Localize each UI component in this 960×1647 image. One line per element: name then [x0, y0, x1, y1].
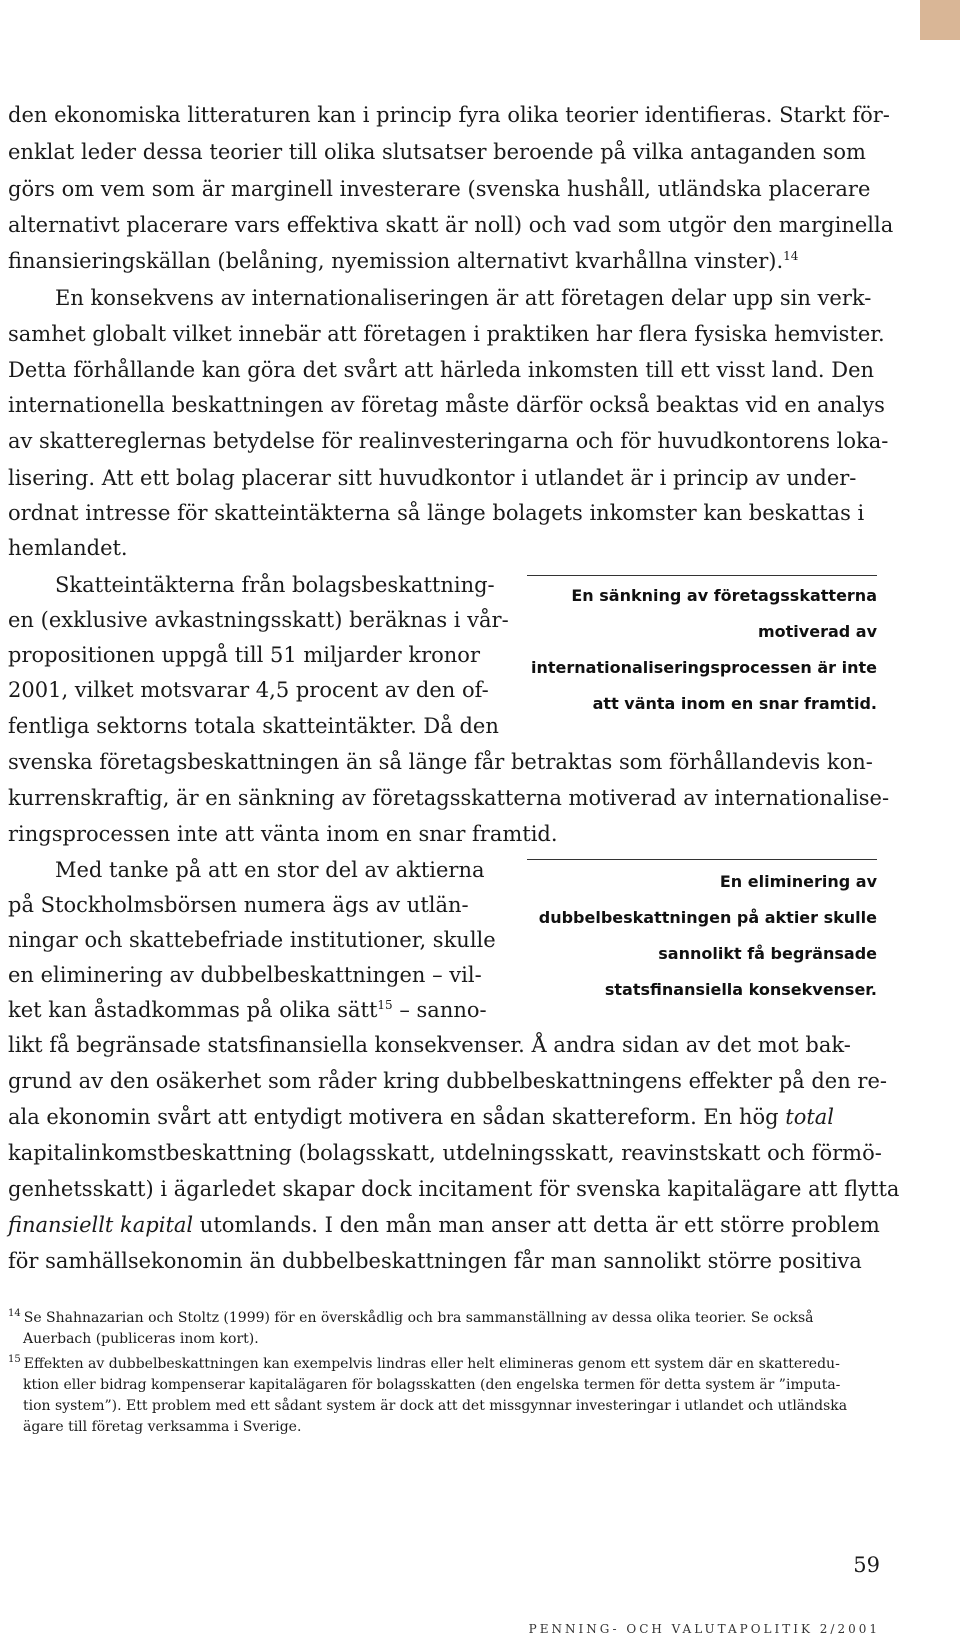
pull-quote-line: internationaliseringsprocessen är inte: [530, 658, 877, 677]
text-line: lisering. Att ett bolag placerar sitt huvudkontor i utlandet är i princip av under-: [8, 466, 857, 490]
page-number: 59: [853, 1553, 880, 1577]
text-line: [8, 992, 487, 1029]
text-segment: ket kan åstadkommas på olika sätt: [8, 998, 378, 1022]
text-line: internationella beskattningen av företag måste därför också beaktas vid en analys: [8, 393, 885, 417]
italic-term: finansiellt kapital: [8, 1213, 194, 1237]
footnote-line: Auerbach (publiceras inom kort).: [23, 1331, 259, 1347]
text-line: alternativt placerare vars effektiva skatt är noll) och vad som utgör den marginella: [8, 213, 894, 237]
running-footer: PENNING- OCH VALUTAPOLITIK 2/2001: [528, 1622, 880, 1636]
text-line: ordnat intresse för skatteintäkterna så länge bolagets inkomster kan beskattas i: [8, 501, 865, 525]
footnote-line: [8, 1308, 883, 1329]
footnote-line: [8, 1354, 883, 1375]
text-line: Detta förhållande kan göra det svårt att härleda inkomsten till ett visst land. Den: [8, 358, 875, 382]
footnote-ref-14[interactable]: 14: [783, 249, 799, 263]
text-line: av skattereglernas betydelse för realinvesteringarna och för huvudkontorens loka-: [8, 429, 889, 453]
pull-quote-line: att vänta inom en snar framtid.: [592, 694, 877, 713]
footnote-number: 14: [8, 1308, 21, 1320]
footnote-line: ktion eller bidrag kompenserar kapitalägaren för bolagsskatten (den engelska termen för detta system är ”imputa-: [23, 1377, 841, 1393]
text-segment: ala ekonomin svårt att entydigt motivera en sådan skattereform. En hög: [8, 1105, 786, 1129]
text-line: propositionen uppgå till 51 miljarder kronor: [8, 643, 480, 667]
text-line: [8, 1099, 834, 1136]
text-line: för samhällsekonomin än dubbelbeskattningen får man sannolikt större positiva: [8, 1249, 862, 1273]
text-line: grund av den osäkerhet som råder kring dubbelbeskattningens effekter på den re-: [8, 1069, 887, 1093]
footnote-text: Effekten av dubbelbeskattningen kan exempelvis lindras eller helt elimineras genom ett system där en skatteredu-: [23, 1356, 840, 1372]
text-line: fentliga sektorns totala skatteintäkter. Då den: [8, 714, 499, 738]
footnote-14: [8, 1308, 883, 1350]
pull-quote-2: [527, 859, 877, 1010]
footnote-15: [8, 1354, 883, 1438]
text-segment: utomlands. I den mån man anser att detta är ett större problem: [193, 1213, 880, 1237]
text-line: samhet globalt vilket innebär att företagen i praktiken har flera fysiska hemvister.: [8, 322, 885, 346]
text-segment: finansieringskällan (belåning, nyemission alternativt kvarhållna vinster).: [8, 249, 784, 273]
pull-quote-1: [527, 575, 877, 726]
text-line: kurrenskraftig, är en sänkning av företagsskatterna motiverad av internationalise-: [8, 786, 890, 810]
text-line: enklat leder dessa teorier till olika slutsatser beroende på vilka antaganden som: [8, 140, 866, 164]
text-line: Med tanke på att en stor del av aktierna: [55, 858, 485, 882]
text-line: en (exklusive avkastningsskatt) beräknas i vår-: [8, 608, 509, 632]
text-line: Skatteintäkterna från bolagsbeskattning-: [55, 573, 495, 597]
footnote-ref-15[interactable]: 15: [377, 998, 393, 1012]
footnote-text: Se Shahnazarian och Stoltz (1999) för en överskådlig och bra sammanställning av dessa olika teorier. Se också: [23, 1310, 814, 1326]
footnote-line: ägare till företag verksamma i Sverige.: [23, 1419, 302, 1435]
text-line: En konsekvens av internationaliseringen är att företagen delar upp sin verk-: [55, 286, 872, 310]
text-line: ringsprocessen inte att vänta inom en snar framtid.: [8, 822, 558, 846]
text-line: görs om vem som är marginell investerare (svenska hushåll, utländska placerare: [8, 177, 871, 201]
text-line: [8, 1207, 880, 1244]
corner-tab: [920, 0, 960, 40]
text-line: en eliminering av dubbelbeskattningen – vil-: [8, 963, 482, 987]
footnote-line: tion system”). Ett problem med ett sådant system är dock att det missgynnar investeringar i utlandet och utländska: [23, 1398, 848, 1414]
text-line: kapitalinkomstbeskattning (bolagsskatt, utdelningsskatt, reavinstskatt och förmö-: [8, 1141, 882, 1165]
text-line: ningar och skattebefriade institutioner, skulle: [8, 928, 496, 952]
italic-term: total: [785, 1105, 835, 1129]
pull-quote-line: motiverad av: [757, 622, 877, 641]
text-segment: – sanno-: [392, 998, 487, 1022]
text-line: svenska företagsbeskattningen än så länge får betraktas som förhållandevis kon-: [8, 750, 873, 774]
text-line: genhetsskatt) i ägarledet skapar dock incitament för svenska kapitalägare att flytta: [8, 1177, 900, 1201]
pull-quote-line: En eliminering av: [719, 872, 877, 891]
text-line: den ekonomiska litteraturen kan i princip fyra olika teorier identifieras. Starkt för-: [8, 103, 890, 127]
text-line: hemlandet.: [8, 536, 128, 560]
text-line: likt få begränsade statsfinansiella konsekvenser. Å andra sidan av det mot bak-: [8, 1033, 851, 1057]
text-line: 2001, vilket motsvarar 4,5 procent av den of-: [8, 678, 489, 702]
text-line: [8, 243, 798, 280]
pull-quote-line: dubbelbeskattningen på aktier skulle: [538, 908, 877, 927]
footnote-number: 15: [8, 1354, 21, 1366]
text-line: på Stockholmsbörsen numera ägs av utlän-: [8, 893, 469, 917]
pull-quote-line: sannolikt få begränsade: [658, 944, 877, 963]
pull-quote-line: statsfinansiella konsekvenser.: [604, 980, 877, 999]
pull-quote-line: En sänkning av företagsskatterna: [571, 586, 877, 605]
